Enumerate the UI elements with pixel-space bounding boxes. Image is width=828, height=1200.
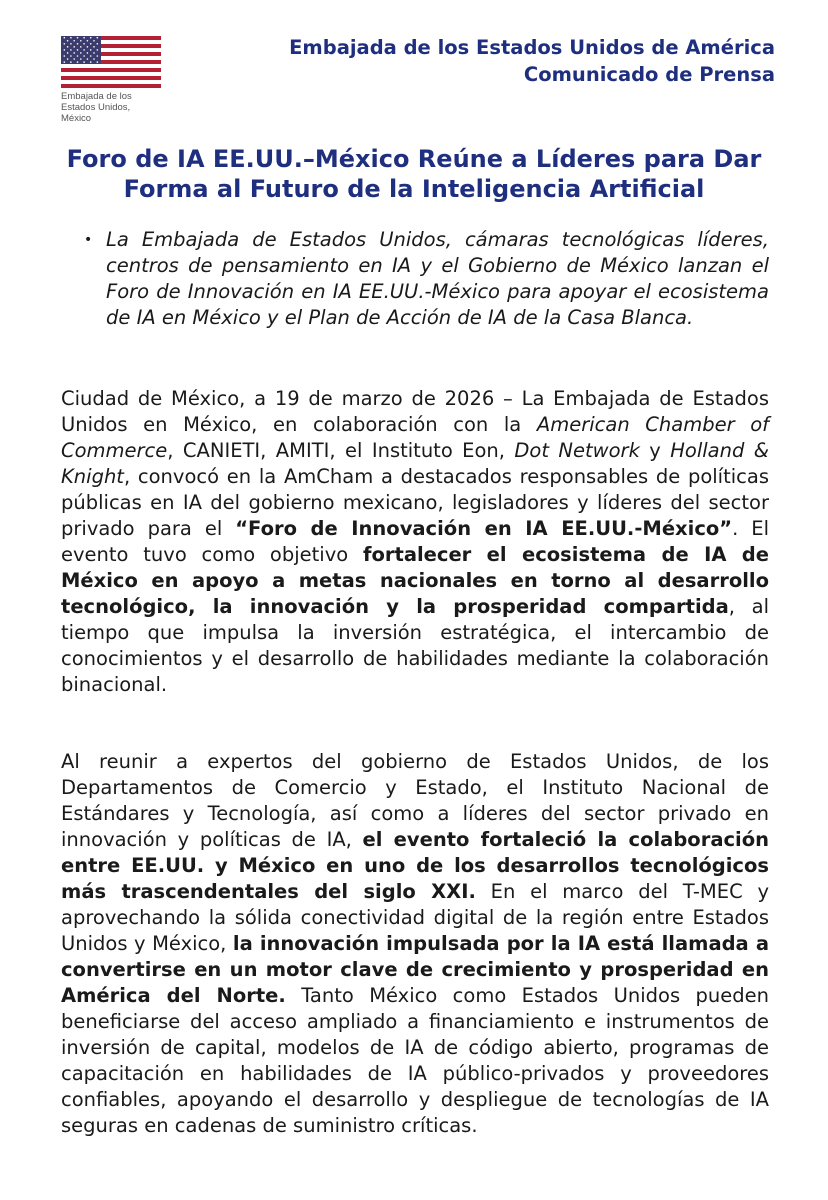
flag-star [64,55,66,57]
p1-text-3: y [639,439,671,462]
flag-star [73,46,75,48]
flag-star [97,55,99,57]
flag-star [97,37,99,39]
flag-star [70,37,72,39]
flag-star [67,40,69,42]
flag-star [64,43,66,45]
p1-text-6: , al tiempo que impulsa la inversión estratégica, el intercambio de conocimientos y el desarrollo de habilidades mediante la colaboración binacional. [61,595,770,696]
flag-star [80,40,82,42]
title-line-2: Forma al Futuro de la Inteligencia Artificial [123,175,705,203]
p2-text-3: Tanto México como Estados Unidos pueden beneficiarse del acceso ampliado a financiamiento e instrumentos de inversión de capital, modelos de IA de código abierto, programas de capacitación en habilidades de IA público-privados y proveedores confiables, apoyando el desarrollo y despliegue de tecnologías de IA seguras en cadenas de suministro críticas. [61,984,770,1137]
embassy-logo [61,36,161,124]
p1-org-dot-network: Dot Network [514,439,640,462]
flag-stripe [61,84,161,88]
flag-star [93,58,95,60]
embassy-name: Embajada de los Estados Unidos de América [289,36,775,59]
flag-star [83,55,85,57]
p2-highlight-2: la innovación impulsada por la IA está llamada a convertirse en un motor clave de crecimiento y prosperidad en América del Norte. [61,932,769,1007]
bullet-icon: • [84,232,93,248]
flag-star [83,49,85,51]
p1-forum-name: “Foro de Innovación en IA EE.UU.-México” [235,517,733,540]
flag-star [70,43,72,45]
flag-star [87,52,89,54]
flag-star [77,49,79,51]
us-flag-icon [61,36,161,88]
flag-star [87,40,89,42]
flag-star [67,52,69,54]
p1-text-1: Ciudad de México, a 19 de marzo de 2026 – La Embajada de Estados Unidos en México, en colaboración con la [61,387,769,436]
document-header [289,34,775,88]
flag-star [73,58,75,60]
flag-star [70,55,72,57]
p1-objective: fortalecer el ecosistema de IA de México en apoyo a metas nacionales en torno al desarrollo tecnológico, la innovación y la prosperidad compartida [61,543,769,618]
flag-star [67,58,69,60]
summary-text: La Embajada de Estados Unidos, cámaras tecnológicas líderes, centros de pensamiento en IA y el Gobierno de México lanzan el Foro de Innovación en IA EE.UU.-México para apoyar el ecosistema de IA en México y el Plan de Acción de IA de la Casa Blanca. [106,228,769,329]
title-line-1: Foro de IA EE.UU.–México Reúne a Líderes para Dar [66,145,762,173]
p2-text-2: En el marco del T-MEC y aprovechando la sólida conectividad digital de la región entre Estados Unidos y México, [61,880,769,955]
flag-star [87,58,89,60]
flag-star [67,46,69,48]
document-type: Comunicado de Prensa [523,63,775,86]
flag-star [70,61,72,63]
p1-text-4: , convocó en la AmCham a destacados responsables de políticas públicas en IA del gobierno mexicano, legisladores y líderes del sector privado para el [61,465,769,540]
flag-star [83,43,85,45]
logo-caption: Embajada de los Estados Unidos, México [61,91,132,124]
flag-star [90,43,92,45]
flag-star [90,49,92,51]
p1-text-5: . El evento tuvo como objetivo [61,517,769,566]
flag-star [90,37,92,39]
flag-stripe [61,76,161,80]
flag-star [64,49,66,51]
page-title [40,144,788,204]
flag-star [97,43,99,45]
flag-star [93,40,95,42]
p1-org-amcham: American Chamber of Commerce [61,413,769,462]
flag-star [80,46,82,48]
flag-star [83,61,85,63]
flag-star [73,40,75,42]
flag-star [77,55,79,57]
flag-star [70,49,72,51]
p1-org-holland-knight: Holland & Knight [61,439,769,488]
body-paragraph-2 [61,749,769,1139]
flag-star [77,61,79,63]
flag-star [97,61,99,63]
flag-star [97,49,99,51]
summary-bullet [84,227,769,331]
flag-star [83,37,85,39]
body-paragraph-1 [61,386,769,698]
flag-star [64,61,66,63]
flag-star [90,61,92,63]
flag-star [64,37,66,39]
flag-star [80,52,82,54]
flag-stripe [61,68,161,72]
flag-star [90,55,92,57]
flag-star [93,46,95,48]
flag-star [77,37,79,39]
p2-highlight-1: el evento fortaleció la colaboración entre EE.UU. y México en uno de los desarrollos tecnológicos más trascendentales del siglo XXI. [61,828,769,903]
flag-star [73,52,75,54]
flag-star [77,43,79,45]
p1-text-2: , CANIETI, AMITI, el Instituto Eon, [167,439,515,462]
flag-star [93,52,95,54]
flag-star [87,46,89,48]
p2-text-1: Al reunir a expertos del gobierno de Estados Unidos, de los Departamentos de Comercio y Estado, el Instituto Nacional de Estándares y Tecnología, así como a líderes del sector privado en innovación y políticas de IA, [61,750,769,851]
flag-star [80,58,82,60]
